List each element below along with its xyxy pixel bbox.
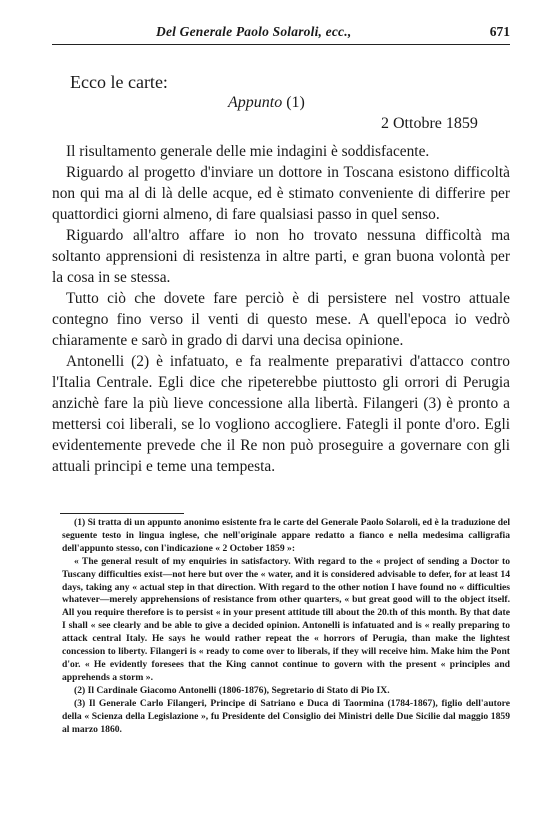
paragraph: Riguardo all'altro affare io non ho trovato nessuna difficoltà ma soltanto apprensioni di resistenza in altre parti, e gran buona volontà per la cosa in se stessa. xyxy=(52,227,510,286)
running-title: Del Generale Paolo Solaroli, ecc., xyxy=(156,24,352,39)
appunto-word: Appunto xyxy=(228,94,283,111)
appunto-heading xyxy=(228,94,305,112)
running-header xyxy=(52,22,510,45)
paragraph: Il risultamento generale delle mie indagini è soddisfacente. xyxy=(66,143,430,160)
intro-line: Ecco le carte: xyxy=(70,72,168,92)
letter-body xyxy=(52,141,510,477)
page-number: 671 xyxy=(489,24,510,39)
appunto-footnote-ref: (1) xyxy=(282,94,305,111)
paragraph: Antonelli (2) è infatuato, e fa realmente preparativi d'attacco contro l'Italia Centrale. Egli dice che ripeterebbe piuttosto gli orrori di Perugia anzichè fare la più lieve concessione alla libertà. Filangeri (3) è pronto a mettersi coi liberali, se lo vogliono accogliere. Fategli il ponte d'oro. Egli evidentemente prevede che il Re non può proseguire a governare con gli attuali principi e teme una tempesta. xyxy=(52,353,510,475)
paragraph: Riguardo al progetto d'inviare un dottore in Toscana esistono difficoltà non qui ma al di là delle acque, ed è stimato conveniente di differire per quattordici giorni almeno, di fare qualsiasi passo in quel senso. xyxy=(52,164,510,223)
letter-date: 2 Ottobre 1859 xyxy=(381,115,478,132)
footnote-english-text: « The general result of my enquiries in satisfactory. With regard to the « project of sending a Doctor to Tuscany difficulties exist—not here but over the « water, and it is considered advisable to defer, for at least 14 days, taking any « actual step in that direction. With regard to the other notion I have found no « difficulties whatever—merely apprehensions of resistance from other quarters, « but great good will to the object itself. All you require therefore is to persist « in your present attitude till about the 20.th of this month. By that date I shall « see clearly and be able to give a decided opinion. Antonelli is infatuated and is « really preparing to attack central Italy. He says he would rather repeat the « horrors of Perugia, than make the lightest concession to liberty. Filangeri is « ready to come over to liberals, if they will receive him. Make him the Pont d'or. « He evidently foresees that the King cannot continue to govern with the present « principles and apprehends a storm ». xyxy=(62,555,510,683)
footnote-2: (2) Il Cardinale Giacomo Antonelli (1806-1876), Segretario di Stato di Pio IX. xyxy=(74,684,390,696)
paragraph: Tutto ciò che dovete fare perciò è di persistere nel vostro attuale contegno fino verso il venti di questo mese. A quell'epoca io vedrò chiaramente e sarò in grado di darvi una decisa opinione. xyxy=(52,290,510,349)
footnote-separator xyxy=(60,513,184,514)
footnotes xyxy=(62,517,510,736)
footnote-3: (3) Il Generale Carlo Filangeri, Principe di Satriano e Duca di Taormina (1784-1867), figlio dell'autore della « Scienza della Legislazione », fu Presidente del Consiglio dei Ministri delle Due Sicilie dal maggio 1859 al marzo 1860. xyxy=(62,697,510,735)
footnote-1: (1) Si tratta di un appunto anonimo esistente fra le carte del Generale Paolo Solaroli, ed è la traduzione del seguente testo in lingua inglese, che nell'originale appare redatto a fianco e nella medesima calligrafia dell'appunto stesso, con l'indicazione « 2 October 1859 »: xyxy=(62,517,510,554)
